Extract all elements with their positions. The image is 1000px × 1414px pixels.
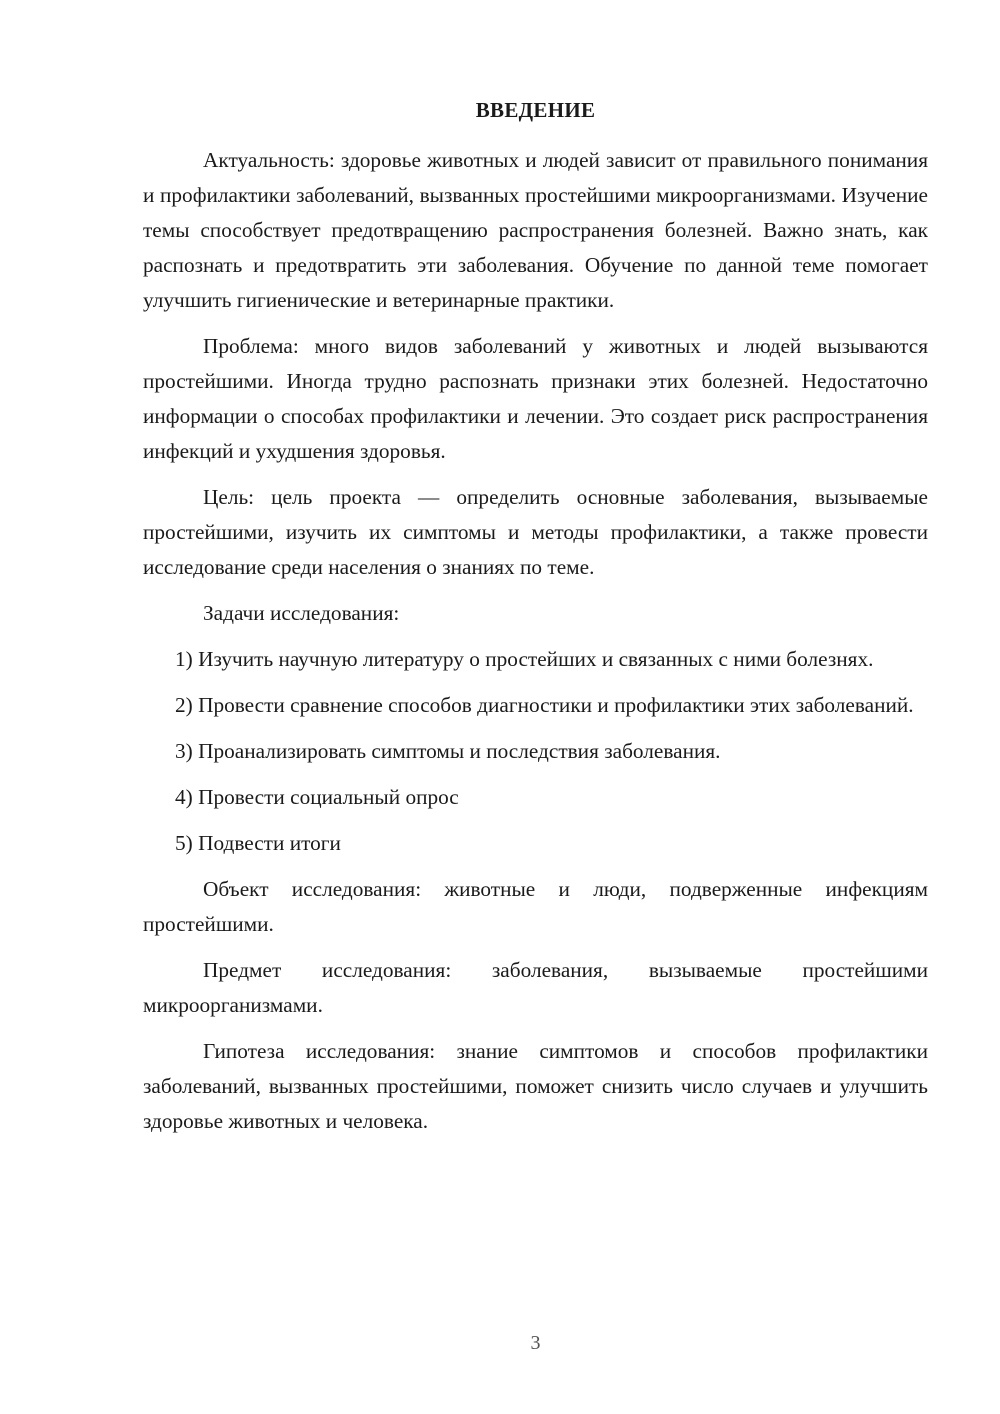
task-item-4: 4) Провести социальный опрос [175, 785, 459, 809]
paragraph-relevance: Актуальность: здоровье животных и людей зависит от правильного понимания и профилактики заболеваний, вызванных простейшими микроорганизмами. Изучение темы способствует предотвращению распространения болезней. Важно знать, как распознать и предотвратить эти заболевания. Обучение по данной теме помогает улучшить гигиенические и ветеринарные практики. [143, 148, 928, 312]
task-item-1: 1) Изучить научную литературу о простейших и связанных с ними болезнях. [175, 647, 874, 671]
paragraph-goal: Цель: цель проекта — определить основные заболевания, вызываемые простейшими, изучить их симптомы и методы профилактики, а также провести исследование среди населения о знаниях по теме. [143, 485, 928, 579]
page-number: 3 [530, 1332, 541, 1354]
document-body [143, 143, 928, 1150]
task-item-3: 3) Проанализировать симптомы и последствия заболевания. [175, 739, 721, 763]
task-item-2: 2) Провести сравнение способов диагностики и профилактики этих заболеваний. [175, 693, 914, 717]
page-title: ВВЕДЕНИЕ [475, 98, 596, 122]
paragraph-hypothesis: Гипотеза исследования: знание симптомов и способов профилактики заболеваний, вызванных простейшими, поможет снизить число случаев и улучшить здоровье животных и человека. [143, 1039, 928, 1133]
paragraph-subject: Предмет исследования: заболевания, вызываемые простейшими микроорганизмами. [143, 958, 928, 1017]
paragraph-problem: Проблема: много видов заболеваний у животных и людей вызываются простейшими. Иногда трудно распознать признаки этих болезней. Недостаточно информации о способах профилактики и лечении. Это создает риск распространения инфекций и ухудшения здоровья. [143, 334, 928, 463]
tasks-heading: Задачи исследования: [203, 601, 400, 625]
paragraph-object: Объект исследования: животные и люди, подверженные инфекциям простейшими. [143, 877, 928, 936]
task-item-5: 5) Подвести итоги [175, 831, 341, 855]
